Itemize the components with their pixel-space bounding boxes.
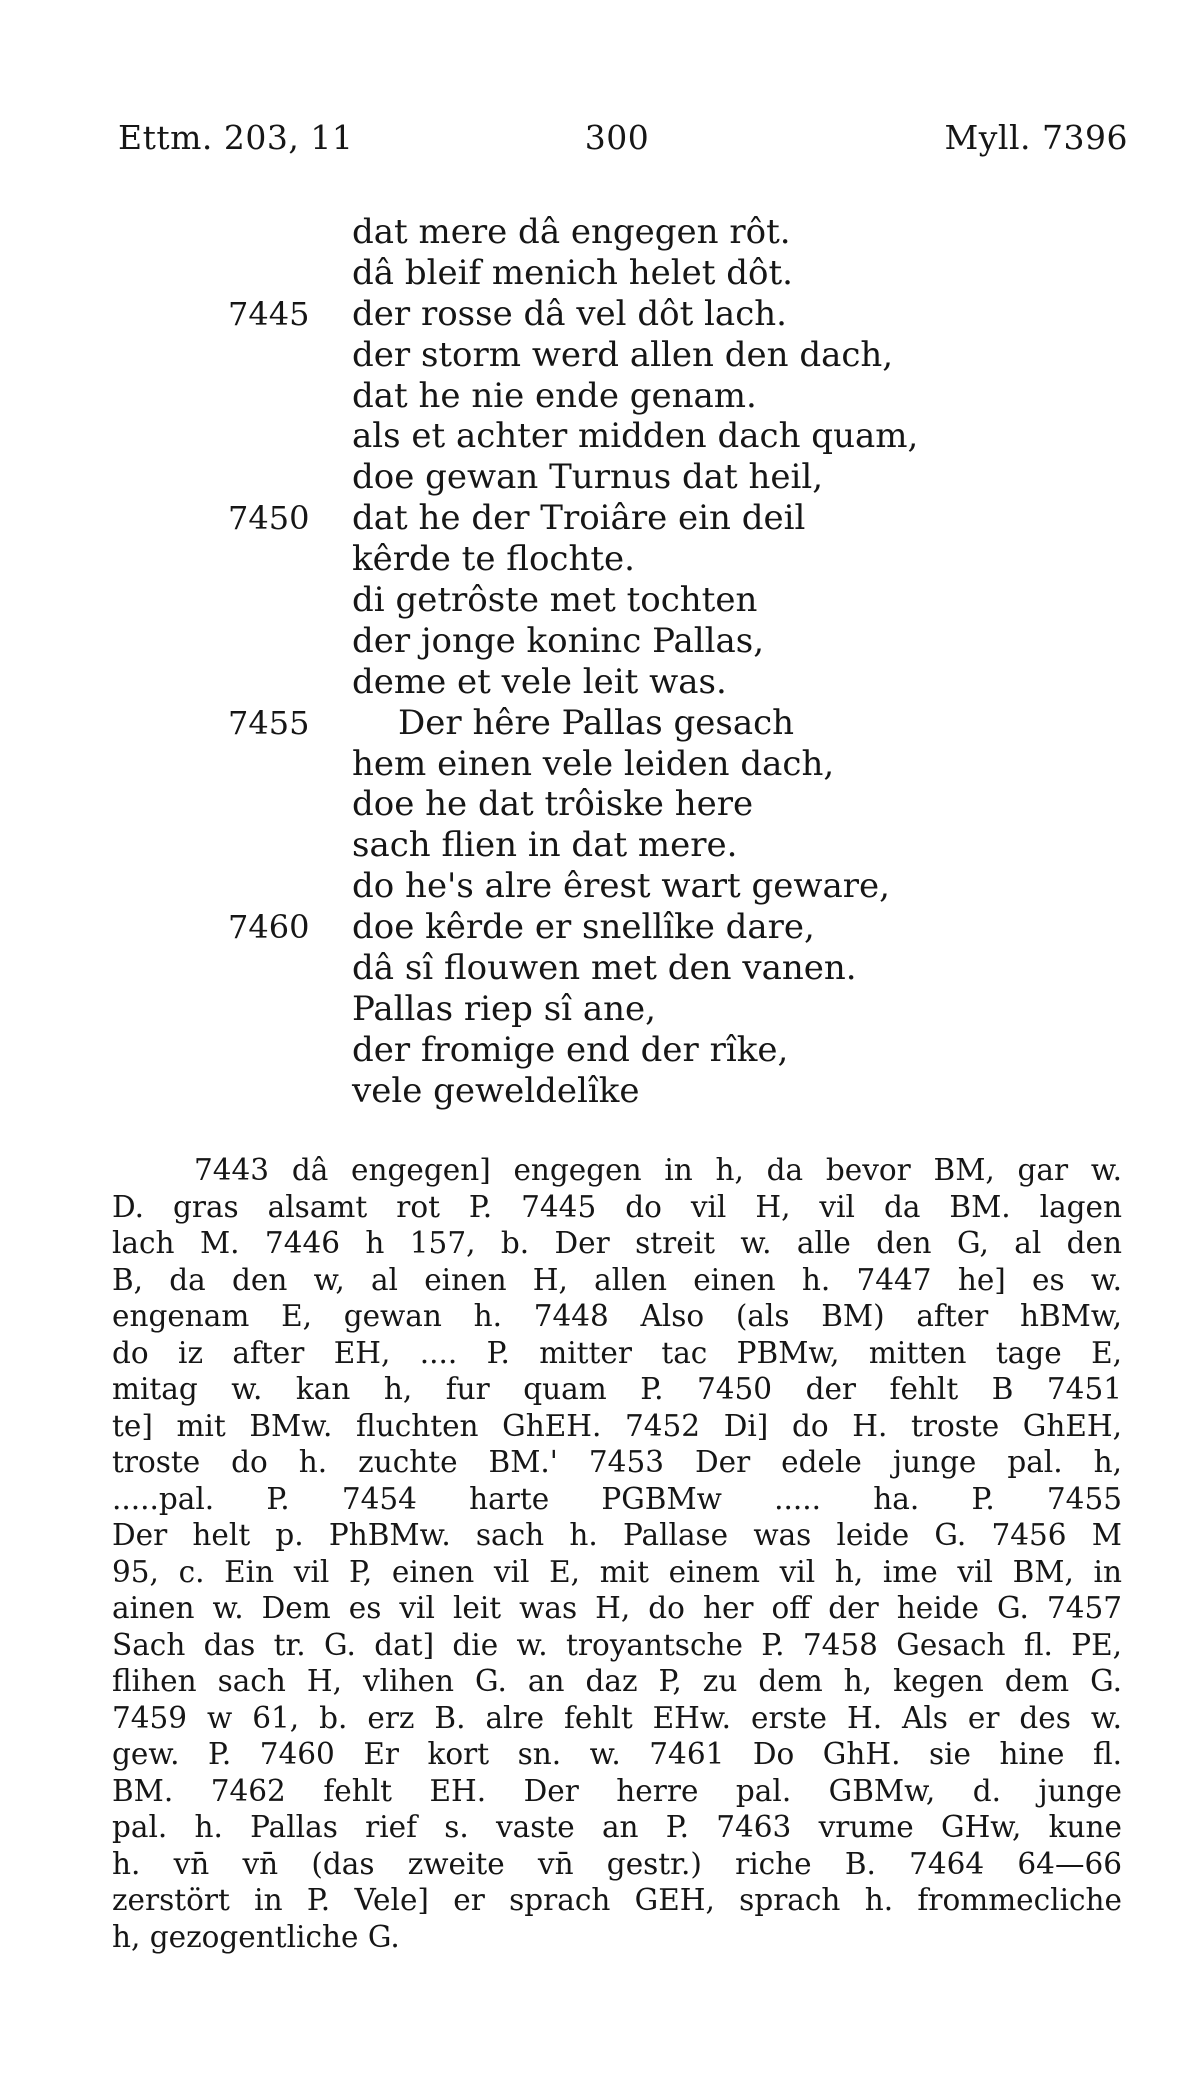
footnote-line: h, gezogentliche G. [112, 1919, 400, 1954]
verse-text: dâ bleif menich helet dôt. [352, 252, 793, 293]
verse-line [0, 907, 1200, 948]
verse-line [0, 253, 1200, 294]
verse-line [0, 744, 1200, 785]
verse-text: der jonge koninc Pallas, [352, 620, 765, 661]
footnote-line: D. gras alsamt rot P. 7445 do vil H, vil da BM. lagen [112, 1189, 1122, 1224]
footnote-apparatus [112, 1152, 1122, 1955]
verse-number: 7450 [228, 499, 310, 538]
footnote-line: zerstört in P. Vele] er sprach GEH, sprach h. frommecliche [112, 1883, 1122, 1917]
header-left-reference: Ettm. 203, 11 [118, 118, 354, 157]
verse-line [0, 416, 1200, 457]
verse-line [0, 376, 1200, 417]
verse-text: vele geweldelîke [352, 1070, 640, 1111]
verse-text: dat mere dâ engegen rôt. [352, 212, 791, 252]
verse-text: deme et vele leit was. [352, 661, 727, 702]
verse-block [0, 212, 1200, 1112]
verse-text: di getrôste met tochten [352, 580, 758, 621]
verse-line [0, 662, 1200, 703]
verse-text: der rosse dâ vel dôt lach. [352, 293, 787, 334]
verse-text: dat he der Troiâre ein deil [352, 498, 806, 539]
footnote-line: troste do h. zuchte BM.' 7453 Der edele junge pal. h, [112, 1445, 1122, 1479]
verse-text: Pallas riep sî ane, [352, 988, 656, 1029]
footnote-line: B, da den w, al einen H, allen einen h. 7447 he] es w. [112, 1262, 1122, 1297]
footnote-line: te] mit BMw. fluchten GhEH. 7452 Di] do H. troste GhEH, [112, 1408, 1122, 1443]
verse-text: sach flien in dat mere. [352, 825, 738, 866]
verse-number: 7460 [228, 908, 310, 947]
verse-line [0, 539, 1200, 580]
verse-line [0, 1071, 1200, 1112]
verse-text: dâ sî flouwen met den vanen. [352, 948, 857, 989]
verse-text: doe kêrde er snellîke dare, [352, 907, 815, 948]
verse-text: der fromige end der rîke, [352, 1029, 789, 1070]
verse-text: als et achter midden dach quam, [352, 416, 919, 457]
verse-number: 7445 [228, 294, 310, 333]
page-header [0, 0, 1200, 200]
verse-text: kêrde te flochte. [352, 539, 635, 580]
footnote-line: pal. h. Pallas rief s. vaste an P. 7463 vrume GHw, kune [112, 1810, 1122, 1844]
verse-line [0, 825, 1200, 866]
footnote-line: BM. 7462 fehlt EH. Der herre pal. GBMw, d. junge [112, 1773, 1122, 1808]
footnote-line: lach M. 7446 h 157, b. Der streit w. alle den G, al den [112, 1226, 1122, 1260]
footnote-line: engenam E, gewan h. 7448 Also (als BM) after hBMw, [112, 1299, 1122, 1333]
verse-text: Der hêre Pallas gesach [398, 702, 795, 743]
footnote-line: flihen sach H, vlihen G. an daz P, zu dem h, kegen dem G. [112, 1664, 1122, 1698]
verse-line [0, 457, 1200, 498]
footnote-line: ainen w. Dem es vil leit was H, do her off der heide G. 7457 [112, 1591, 1122, 1625]
page-number: 300 [584, 118, 650, 157]
verse-line [0, 703, 1200, 744]
footnote-line: 95, c. Ein vil P, einen vil E, mit einem vil h, ime vil BM, in [112, 1554, 1122, 1589]
verse-text: hem einen vele leiden dach, [352, 743, 835, 784]
verse-number: 7455 [228, 703, 310, 742]
footnote-line: h. vn̄ vn̄ (das zweite vn̄ gestr.) riche B. 7464 64—66 [112, 1846, 1122, 1881]
verse-line [0, 866, 1200, 907]
footnote-line: mitag w. kan h, fur quam P. 7450 der fehlt B 7451 [112, 1372, 1122, 1406]
footnote-line: Sach das tr. G. dat] die w. troyantsche P. 7458 Gesach fl. PE, [112, 1627, 1122, 1662]
verse-text: doe he dat trôiske here [352, 784, 754, 825]
verse-text: doe gewan Turnus dat heil, [352, 457, 824, 498]
verse-line [0, 498, 1200, 539]
header-right-reference: Myll. 7396 [944, 118, 1128, 157]
verse-line [0, 580, 1200, 621]
verse-line [0, 335, 1200, 376]
verse-line [0, 294, 1200, 335]
verse-line [0, 948, 1200, 989]
footnote-line: do iz after EH, .... P. mitter tac PBMw, mitten tage E, [112, 1335, 1122, 1370]
verse-text: der storm werd allen den dach, [352, 334, 894, 375]
verse-line [0, 989, 1200, 1030]
verse-text: dat he nie ende genam. [352, 375, 757, 416]
footnote-line: 7443 dâ engegen] engegen in h, da bevor BM, gar w. [194, 1153, 1122, 1187]
verse-line [0, 621, 1200, 662]
footnote-line: gew. P. 7460 Er kort sn. w. 7461 Do GhH. sie hine fl. [112, 1737, 1122, 1771]
footnote-line: .....pal. P. 7454 harte PGBMw ..... ha. P. 7455 [112, 1481, 1122, 1516]
footnote-line: 7459 w 61, b. erz B. alre fehlt EHw. erste H. Als er des w. [112, 1700, 1122, 1735]
footnote-line: Der helt p. PhBMw. sach h. Pallase was leide G. 7456 M [112, 1518, 1122, 1552]
verse-text: do he's alre êrest wart geware, [352, 866, 890, 907]
verse-line [0, 212, 1200, 253]
verse-line [0, 784, 1200, 825]
verse-line [0, 1030, 1200, 1071]
